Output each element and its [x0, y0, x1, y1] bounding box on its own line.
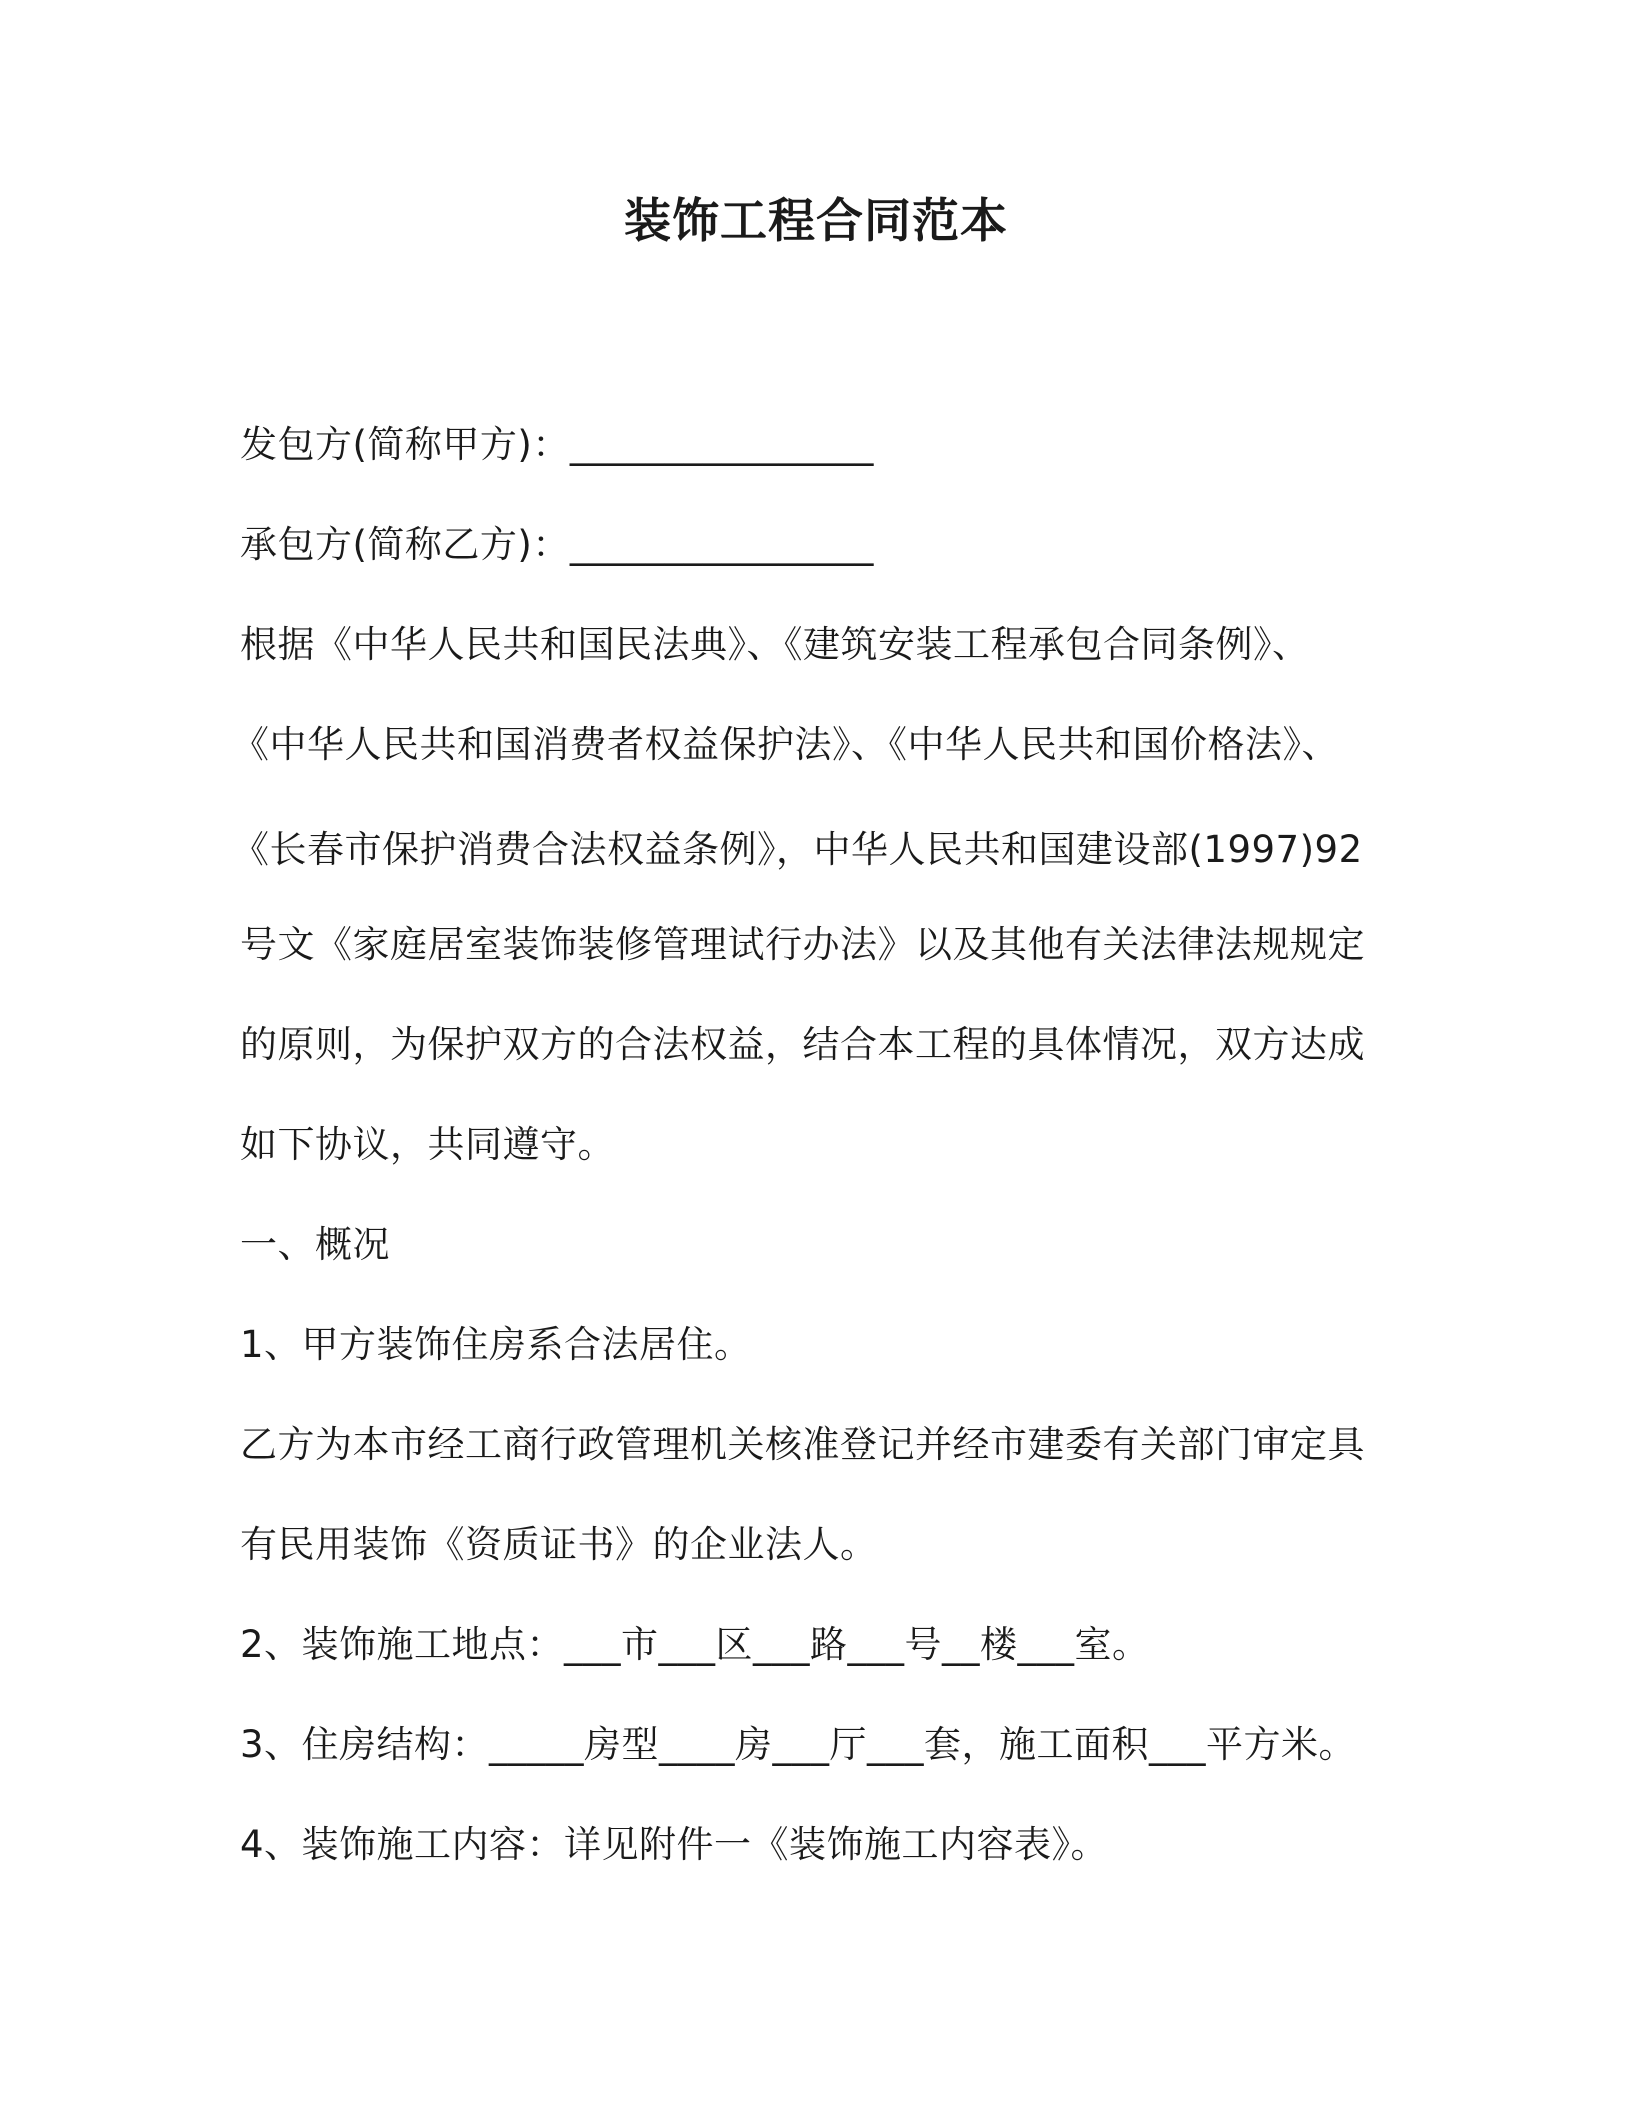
party-b-line: 承包方(简称乙方)：________________	[240, 523, 874, 566]
paragraph-line: 如下协议，共同遵守。	[240, 1123, 615, 1166]
paragraph-line: 根据《中华人民共和国民法典》、《建筑安装工程承包合同条例》、	[240, 623, 1310, 666]
paragraph-line: 《长春市保护消费合法权益条例》，中华人民共和国建设部(1997)92	[232, 828, 1363, 871]
clause-line: 1、甲方装饰住房系合法居住。	[240, 1323, 752, 1366]
document-title: 装饰工程合同范本	[624, 194, 1008, 249]
paragraph-line: 的原则，为保护双方的合法权益，结合本工程的具体情况，双方达成	[240, 1023, 1365, 1066]
clause-line: 4、装饰施工内容：详见附件一《装饰施工内容表》。	[240, 1823, 1109, 1866]
clause-line: 2、装饰施工地点：___市___区___路___号__楼___室。	[240, 1623, 1150, 1666]
paragraph-line: 有民用装饰《资质证书》的企业法人。	[240, 1523, 878, 1566]
party-a-line: 发包方(简称甲方)：________________	[240, 423, 874, 466]
paragraph-line: 乙方为本市经工商行政管理机关核准登记并经市建委有关部门审定具	[240, 1423, 1365, 1466]
clause-line: 3、住房结构：_____房型____房___厅___套，施工面积___平方米。	[240, 1723, 1357, 1766]
paragraph-line: 《中华人民共和国消费者权益保护法》、《中华人民共和国价格法》、	[232, 723, 1339, 766]
paragraph-line: 号文《家庭居室装饰装修管理试行办法》以及其他有关法律法规规定	[240, 923, 1365, 966]
section-heading: 一、概况	[240, 1223, 390, 1266]
